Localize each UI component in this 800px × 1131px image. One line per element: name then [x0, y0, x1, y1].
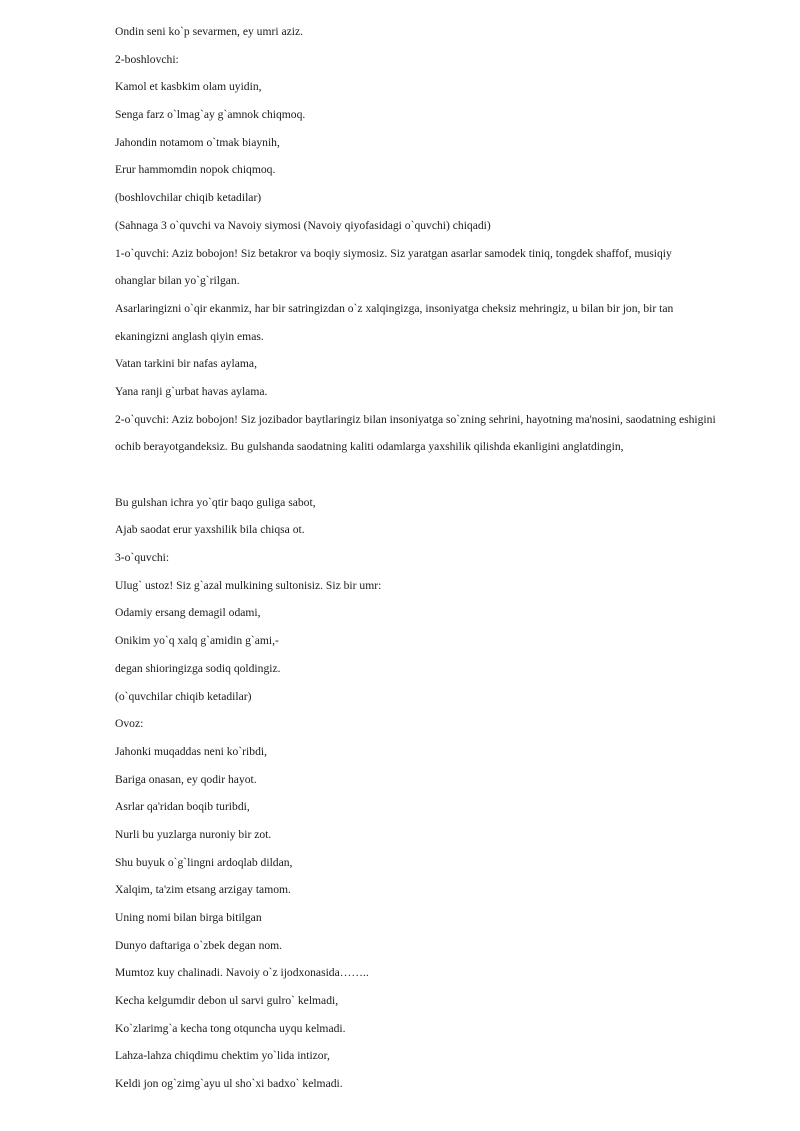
- text-line: Mumtoz kuy chalinadi. Navoiy o`z ijodxonasida……..: [115, 966, 369, 980]
- text-line: Ovoz:: [115, 717, 144, 731]
- text-line: Bariga onasan, ey qodir hayot.: [115, 772, 257, 786]
- text-line: Asrlar qa'ridan boqib turibdi,: [115, 800, 250, 814]
- text-line: Jahondin notamom o`tmak biaynih,: [115, 135, 280, 149]
- text-line: Odamiy ersang demagil odami,: [115, 606, 261, 620]
- text-line: Erur hammomdin nopok chiqmoq.: [115, 163, 276, 177]
- text-line: ekaningizni anglash qiyin emas.: [115, 329, 264, 343]
- document-text: [115, 18, 750, 1098]
- text-line: Kamol et kasbkim olam uyidin,: [115, 80, 262, 94]
- text-line: 2-o`quvchi: Aziz bobojon! Siz jozibador baytlaringiz bilan insoniyatga so`zning sehrini, hayotning ma'nosini, saodatning eshigini: [115, 412, 716, 426]
- text-line: Bu gulshan ichra yo`qtir baqo guliga sabot,: [115, 495, 316, 509]
- text-line: Nurli bu yuzlarga nuroniy bir zot.: [115, 827, 272, 841]
- text-line: Lahza-lahza chiqdimu chektim yo`lida intizor,: [115, 1049, 330, 1063]
- text-line: Jahonki muqaddas neni ko`ribdi,: [115, 744, 267, 758]
- text-line: Keldi jon og`zimg`ayu ul sho`xi badxo` kelmadi.: [115, 1077, 343, 1091]
- blank-line: [115, 461, 750, 489]
- text-line: Ko`zlarimg`a kecha tong otquncha uyqu kelmadi.: [115, 1021, 346, 1035]
- text-line: Ondin seni ko`p sevarmen, ey umri aziz.: [115, 25, 304, 38]
- text-line: 3-o`quvchi:: [115, 551, 170, 565]
- text-line: Ulug` ustoz! Siz g`azal mulkining sultonisiz. Siz bir umr:: [115, 578, 382, 592]
- text-line: Shu buyuk o`g`lingni ardoqlab dildan,: [115, 855, 293, 869]
- text-line: (Sahnaga 3 o`quvchi va Navoiy siymosi (Navoiy qiyofasidagi o`quvchi) chiqadi): [115, 218, 491, 232]
- text-line: Dunyo daftariga o`zbek degan nom.: [115, 938, 283, 952]
- text-line: (boshlovchilar chiqib ketadilar): [115, 191, 262, 205]
- text-line: Xalqim, ta'zim etsang arzigay tamom.: [115, 883, 291, 897]
- text-line: ohanglar bilan yo`g`rilgan.: [115, 274, 240, 288]
- text-line: 1-o`quvchi: Aziz bobojon! Siz betakror va boqiy siymosiz. Siz yaratgan asarlar samodek tiniq, tongdek shaffof, musiqiy: [115, 246, 672, 260]
- text-line: Kecha kelgumdir debon ul sarvi gulro` kelmadi,: [115, 994, 339, 1008]
- text-line: Asarlaringizni o`qir ekanmiz, har bir satringizdan o`z xalqingizga, insoniyatga cheksiz mehringiz, u bilan bir jon, bir tan: [115, 301, 674, 315]
- text-line: Senga farz o`lmag`ay g`amnok chiqmoq.: [115, 108, 306, 122]
- text-line: Uning nomi bilan birga bitilgan: [115, 911, 262, 924]
- text-line: ochib berayotgandeksiz. Bu gulshanda saodatning kaliti odamlarga yaxshilik qilishda ekanligini anglatdingin,: [115, 440, 624, 454]
- text-line: (o`quvchilar chiqib ketadilar): [115, 689, 252, 703]
- text-line: Yana ranji g`urbat havas aylama.: [115, 384, 268, 398]
- text-line: 2-boshlovchi:: [115, 52, 179, 66]
- text-line: Ajab saodat erur yaxshilik bila chiqsa ot.: [115, 523, 305, 537]
- text-line: Vatan tarkini bir nafas aylama,: [115, 357, 257, 371]
- text-line: Onikim yo`q xalq g`amidin g`ami,-: [115, 634, 279, 648]
- text-line: degan shioringizga sodiq qoldingiz.: [115, 661, 281, 675]
